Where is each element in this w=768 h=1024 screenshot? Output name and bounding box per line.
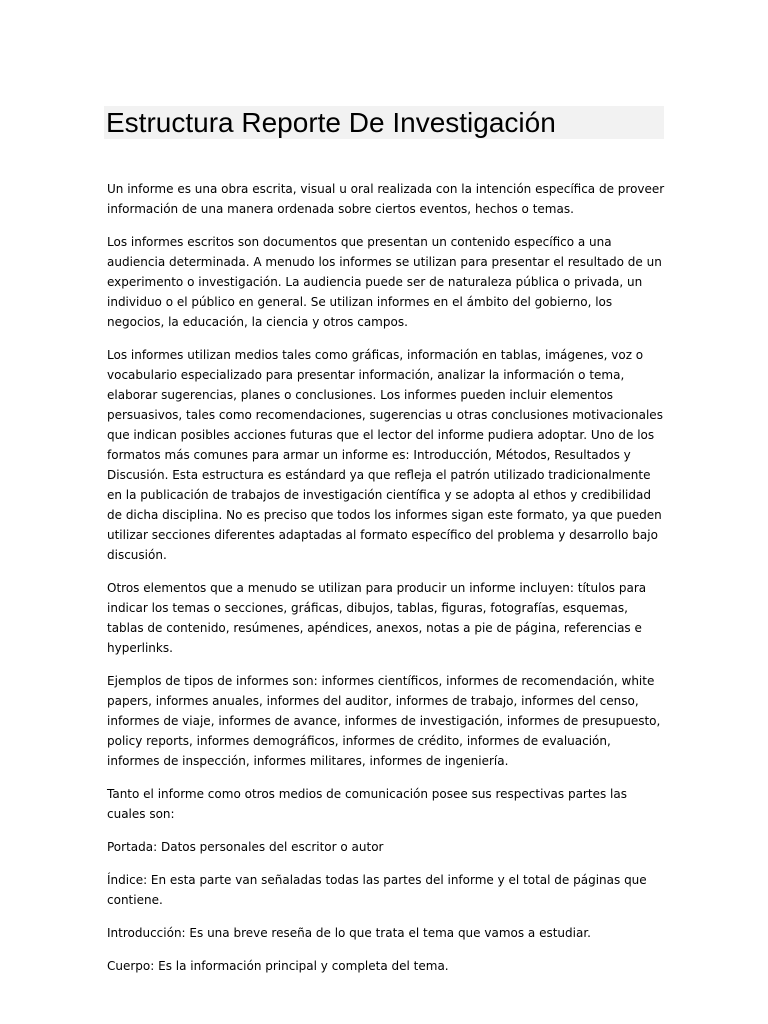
paragraph-media: Los informes utilizan medios tales como gráficas, información en tablas, imágenes, voz o vocabulario especializado para presentar información, analizar la información o tema, elaborar sugerencias, planes o conclusiones. Los informes pueden incluir elementos persuasivos, tales como recomendaciones, sugerencias u otras conclusiones motivacionales que indican posibles acciones futuras que el lector del informe pudiera adoptar. Uno de los formatos más comunes para armar un informe es: Introducción, Métodos, Resultados y Discusión. Esta estructura es estándard ya que refleja el patrón utilizado tradicionalmente en la publicación de trabajos de investigación científica y se adopta al ethos y credibilidad de dicha disciplina. No es preciso que todos los informes sigan este formato, ya que pueden utilizar secciones diferentes adaptadas al formato específico del problema y desarrollo bajo discusión. — [107, 348, 663, 562]
paragraph-written-reports: Los informes escritos son documentos que presentan un contenido específico a una audiencia determinada. A menudo los informes se utilizan para presentar el resultado de un experimento o investigación. La audiencia puede ser de naturaleza pública o privada, un individuo o el público en general. Se utilizan informes en el ámbito del gobierno, los negocios, la educación, la ciencia y otros campos. — [107, 235, 662, 329]
paragraph-examples: Ejemplos de tipos de informes son: informes científicos, informes de recomendación, white papers, informes anuales, informes del auditor, informes de trabajo, informes del censo, informes de viaje, informes de avance, informes de investigación, informes de presupuesto, policy reports, informes demográficos, informes de crédito, informes de evaluación, informes de inspección, informes militares, informes de ingeniería. — [107, 674, 661, 768]
paragraph-intro: Un informe es una obra escrita, visual u oral realizada con la intención específica de proveer información de una manera ordenada sobre ciertos eventos, hechos o temas. — [107, 182, 665, 216]
document-body — [107, 179, 667, 989]
paragraph-indice: Índice: En esta parte van señaladas todas las partes del informe y el total de páginas que contiene. — [107, 873, 647, 907]
paragraph-other-elements: Otros elementos que a menudo se utilizan para producir un informe incluyen: títulos para indicar los temas o secciones, gráficas, dibujos, tablas, figuras, fotografías, esquemas, tablas de contenido, resúmenes, apéndices, anexos, notas a pie de página, referencias e hyperlinks. — [107, 581, 647, 655]
paragraph-portada: Portada: Datos personales del escritor o autor — [107, 840, 384, 854]
paragraph-cuerpo: Cuerpo: Es la información principal y completa del tema. — [107, 959, 449, 973]
paragraph-parts-intro: Tanto el informe como otros medios de comunicación posee sus respectivas partes las cuales son: — [107, 787, 627, 821]
paragraph-introduccion: Introducción: Es una breve reseña de lo que trata el tema que vamos a estudiar. — [107, 926, 591, 940]
document-title: Estructura Reporte De Investigación — [106, 107, 556, 138]
